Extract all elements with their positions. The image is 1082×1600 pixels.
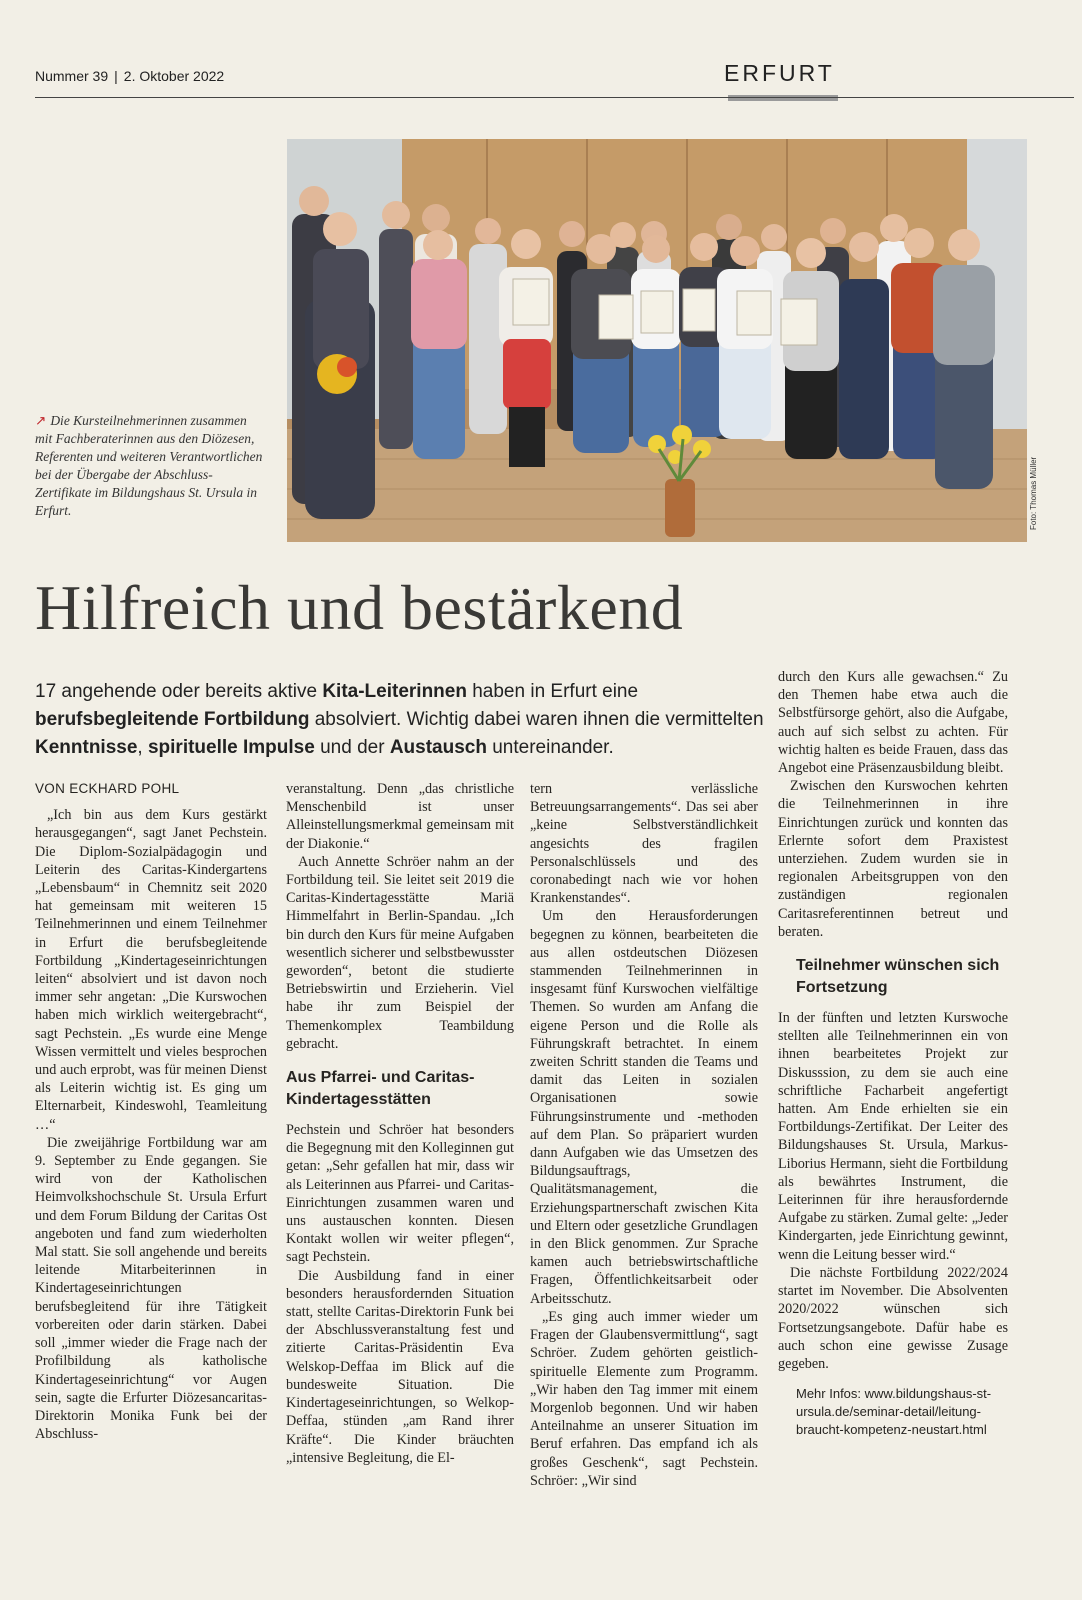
- lead-text: untereinander.: [486, 737, 614, 758]
- lead-text: absolviert. Wichtig dabei waren ihnen die vermittelten: [309, 709, 764, 730]
- paragraph: Zwischen den Kurswochen kehrten die Teilnehmerinnen in ihre Einrichtungen zurück und konnten das Erlernte sofort dem Praxistest unterziehen. Zudem wurden sie in regionalen Arbeitsgruppen von den zuständigen regionalen Caritasreferentinnen betreut und beraten.: [778, 778, 1008, 940]
- lead-text: 17 angehende oder bereits aktive: [35, 681, 323, 702]
- section-label: ERFURT: [724, 60, 835, 86]
- masthead-rule: [35, 97, 1074, 98]
- paragraph: Die zweijährige Fortbildung war am 9. September zu Ende gegangen. Sie wird von der Katholischen Heimvolkshochschule St. Ursula Erfurt und dem Forum Bildung der Caritas Ost angeboten und fand zum wiederholten Mal statt. Sie soll angehende und bereits leitende Mitarbeiterinnen in Kindertageseinrichtungen berufsbegleitend für ihre Tätigkeit vorbereiten oder darin stärken. Dabei soll „immer wieder die Frage nach der Profilbildung als katholische Kindertageseinrichtung“ vor Augen sein, sagte die Erfurter Diözesancaritas-Direktorin Monika Funk bei der Abschluss-: [35, 1134, 267, 1443]
- paragraph: Die nächste Fortbildung 2022/2024 startet im November. Die Absolventen 2020/2022 wünschen sich Fortsetzungsangebote. Dafür habe es auch schon eine gewisse Zusage gegeben.: [778, 1264, 1008, 1372]
- article-column-1: [35, 780, 267, 1443]
- article-column-3: [530, 780, 758, 1490]
- article-column-4: [778, 668, 1008, 1439]
- more-info-link[interactable]: Mehr Infos: www.bildungshaus-st-ursula.de/seminar-detail/leitung-braucht-kompetenz-neustart.html: [796, 1386, 992, 1438]
- lead-emphasis: Kenntnisse: [35, 737, 138, 758]
- caption-text: Die Kursteilnehmerinnen zusammen mit Fachberaterinnen aus den Diözesen, Referenten und weiteren Verantwortlichen bei der Übergabe der Abschluss-Zertifikate im Bildungshaus St. Ursula in Erfurt.: [35, 413, 263, 518]
- lead-text: ,: [137, 737, 148, 758]
- photo-caption: [35, 412, 267, 520]
- lead-emphasis: Kita-Leiterinnen: [322, 681, 467, 702]
- paragraph: tern verlässliche Betreuungsarrangements“. Das sei aber „keine Selbstverständlichkeit angesichts des fragilen Personalschlüssels und des coronabedingt nach wie vor hohen Krankenstandes“.: [530, 781, 758, 907]
- paragraph: „Ich bin aus dem Kurs gestärkt herausgegangen“, sagt Janet Pechstein. Die Diplom-Sozialpädagogin und Leiterin des Caritas-Kindergartens „Lebensbaum“ in Chemnitz seit 2020 hat gemeinsam mit weiteren 15 Teilnehmerinnen und einem Teilnehmer in Erfurt die berufsbegleitende Fortbildung „Kindertageseinrichtungen leiten“ absolviert und ist davon noch immer sehr angetan: „Die Kurswochen haben mich wirklich weitergebracht“, sagt Pechstein. „Es wurde eine Menge Wissen vermittelt und vieles besprochen und auch erprobt, was für meinen Dienst als Leiterin wichtig ist. Es ging um Elternarbeit, Kindeswohl, Teamleitung …“: [35, 807, 267, 1133]
- paragraph: Pechstein und Schröer hat besonders die Begegnung mit den Kolleginnen gut getan: „Sehr gefallen hat mir, dass wir als Leiterinnen aus Pfarrei- und Caritas-Einrichtungen zusammen waren und uns austauschen konnten. Diesen Kontakt wollen wir weiter pflegen“, sagt Pechstein.: [286, 1122, 514, 1266]
- subheading-pfarrei: Aus Pfarrei- und Caritas-Kindertagesstätten: [286, 1069, 475, 1109]
- section-bar: [728, 95, 838, 101]
- paragraph: Die Ausbildung fand in einer besonders herausfordernden Situation statt, stellte Caritas-Direktorin Funk bei der Abschlussveranstaltung fest und zitierte Caritas-Präsidentin Eva Welskop-Deffaa im Blick auf die bundesweite Situation. Die Kindertageseinrichtungen, so Welkop-Deffaa, stünden „am Rand ihrer Kräfte“. Die Kinder bräuchten „intensive Begleitung, die El-: [286, 1267, 514, 1466]
- lead-text: haben in Erfurt eine: [466, 681, 639, 702]
- byline: VON ECKHARD POHL: [35, 781, 180, 796]
- issue-number: Nummer 39: [35, 68, 109, 84]
- paragraph: durch den Kurs alle gewachsen.“ Zu den Themen habe etwa auch die Selbstfürsorge gehört, also die Aufgabe, auch auf sich selbst zu achten. Für wichtig halten es beide Frauen, dass das Angebot eine Präsenzausbildung bleibt.: [778, 669, 1008, 777]
- paragraph: Auch Annette Schröer nahm an der Fortbildung teil. Sie leitet seit 2019 die Caritas-Kindertagesstätte Mariä Himmelfahrt in Berlin-Spandau. „Ich bin durch den Kurs für meine Aufgaben wesentlich sicherer und selbstbewusster geworden“, betont die studierte Betriebswirtin und Erzieherin. Viel habe ihr zum Beispiel der Themenkomplex Teambildung gebracht.: [286, 853, 514, 1052]
- lead-emphasis: Austausch: [389, 737, 487, 758]
- lead-text: und der: [314, 737, 390, 758]
- article-lead: [35, 678, 775, 762]
- paragraph: Um den Herausforderungen begegnen zu können, bearbeiteten die aus allen ostdeutschen Diözesen stammenden Teilnehmerinnen in insgesamt fünf Kurswochen vielfältige Themen. So wurden am Anfang die eigene Person und die Rolle als Führungskraft betrachtet. In einem zweiten Schritt standen die Teams und damit das Leiten in sozialen Organisationen sowie Führungsinstrumente und -methoden auf dem Plan. So präpariert wurden dann Aufgaben wie das Umsetzen des Bildungsauftrags, Qualitätsmanagement, die Erziehungspartnerschaft zwischen Kita und Eltern oder gesetzliche Grundlagen in den Blick genommen. Zur Sprache kamen auch betriebswirtschaftliche Fragen, Öffentlichkeitsarbeit oder Arbeitsschutz.: [530, 908, 758, 1307]
- issue-date: 2. Oktober 2022: [123, 68, 225, 84]
- article-column-2: [286, 780, 514, 1467]
- masthead-separator: |: [114, 68, 118, 84]
- group-photo-illustration: [287, 139, 1027, 542]
- group-photo: [287, 139, 1027, 542]
- paragraph: In der fünften und letzten Kurswoche stellten alle Teilnehmerinnen ein von ihnen bearbeitetes Projekt zur Diskusssion, zu dem sie auch eine schriftliche Facharbeit angefertigt hatten. Am Ende erhielten sie ein Fortbildungs-Zertifikat. Der Leiter des Bildungshauses St. Ursula, Markus-Liborius Hermann, sieht die Fortbildung als bewährtes Instrument, die Leiterinnen für ihre herausfordernde Aufgabe zu stärken. Zumal gelte: „Jeder Kindergarten, jede Einrichtung gewinnt, wenn die Leitung besser wird.“: [778, 1010, 1008, 1263]
- photo-credit: Foto: Thomas Müller: [1029, 456, 1038, 530]
- subheading-fortsetzung: Teilnehmer wünschen sich Fortsetzung: [796, 957, 1000, 997]
- lead-paragraph: [35, 678, 775, 762]
- article-headline: Hilfreich und bestärkend: [35, 572, 684, 643]
- caption-arrow-icon: ↗: [35, 413, 47, 428]
- paragraph: veranstaltung. Denn „das christliche Menschenbild ist unser Alleinstellungsmerkmal gemeinsam mit der Diakonie.“: [286, 781, 514, 852]
- lead-emphasis: spirituelle Impulse: [147, 737, 315, 758]
- lead-emphasis: berufsbegleitende Fortbildung: [35, 709, 310, 730]
- masthead-issue-date: [35, 68, 224, 84]
- paragraph: „Es ging auch immer wieder um Fragen der Glaubensvermittlung“, sagt Schröer. Zudem gehörten geistlich-spirituelle Elemente zum Programm. „Wir haben den Tag immer mit einem Morgenlob begonnen. Und wir haben Anteilnahme an unserer Situation im Beruf erfahren. Das empfand ich als großes Geschenk“, sagt Pechstein. Schröer: „Wir sind: [530, 1308, 758, 1489]
